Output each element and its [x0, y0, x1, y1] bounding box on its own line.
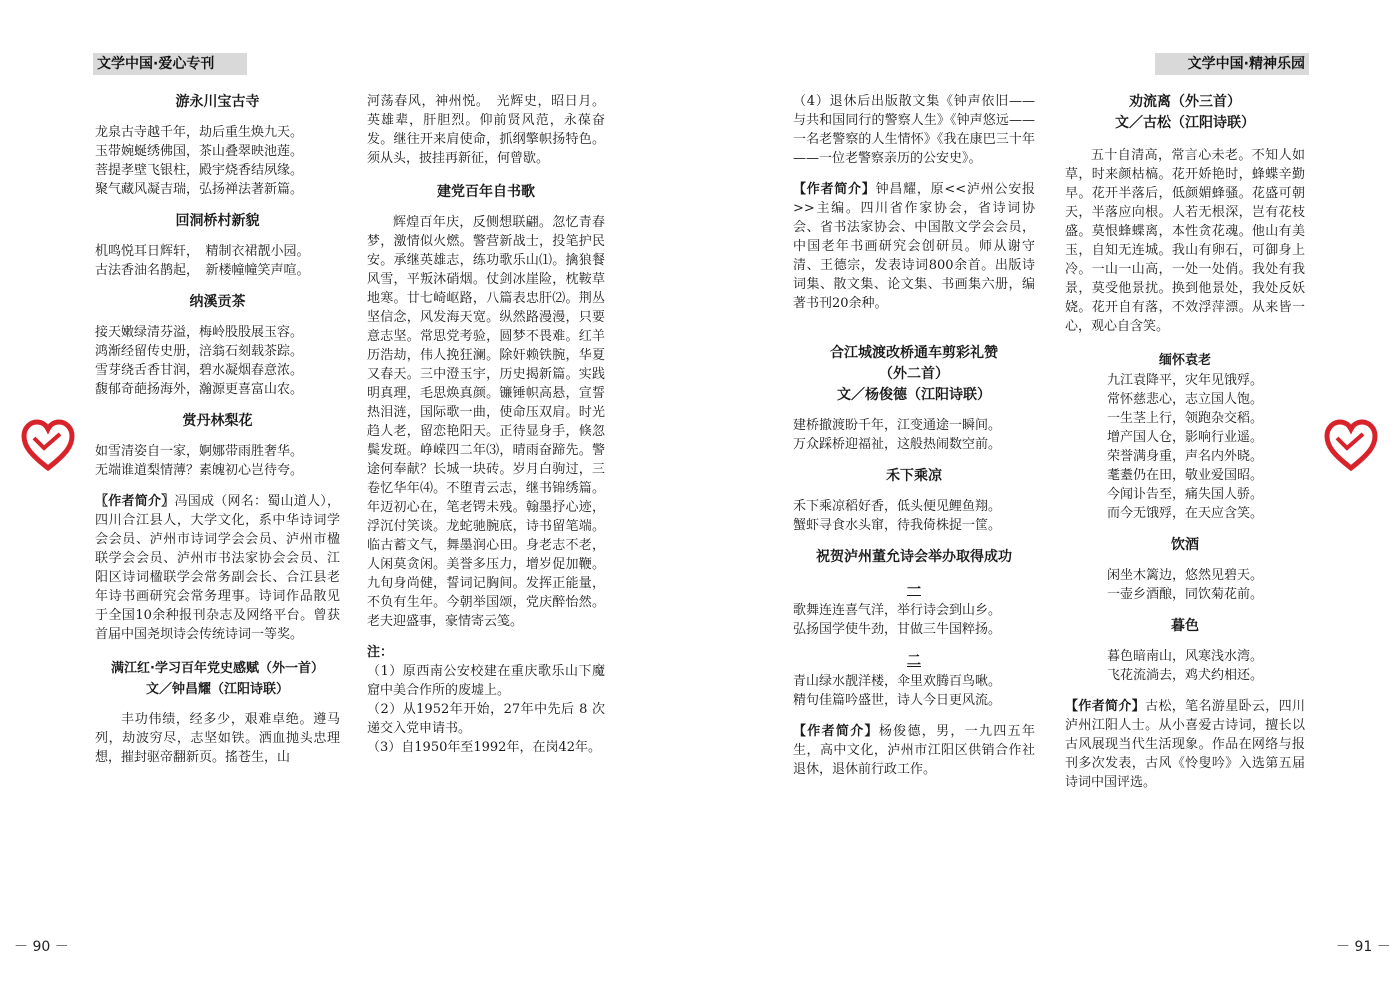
heart-right-icon [1323, 418, 1379, 472]
poem-title: 饮酒 [1171, 537, 1199, 553]
poem-subtitle: （外二首） [879, 366, 949, 382]
author-bio [793, 722, 1035, 779]
poem-line: 建桥撤渡盼千年，江变通途一瞬间。 [793, 418, 1002, 433]
author-bio [1065, 697, 1305, 792]
poem-line: 馥郁奇葩扬海外，瀚源更喜富山农。 [95, 382, 304, 397]
poem-line: 弘扬国学使牛劲，甘做三牛国粹扬。 [793, 622, 1002, 637]
poem-line: 暮色暗南山，风寒浅水湾。 [1106, 649, 1263, 664]
poem-text: 五十自清高，常言心未老。不知人如草，时来颜枯槁。花开娇艳时，蜂蝶辛勤早。花开半落后，低颜媚蜂骚。花盛可朝天，半落应向根。人若无根深，岂有花枝盛。莫恨蜂蝶离，本性贪花魂。他山有美玉，自知无连城。我山有卵石，可御身上冷。一山一山高，一处一处俏。我处有我景，莫受他景扰。换到他景处，我处反妖娆。花开自有落，不效浮萍漂。从来皆一心，观心自含笑。 [1065, 148, 1305, 334]
note: （3）自1950年至1992年，在岗42年。 [367, 740, 601, 755]
part-number: 一 [907, 582, 921, 598]
poem-title: 游永川宝古寺 [175, 94, 260, 110]
poem-line: 常怀慈悲心，志立国人饱。 [1106, 392, 1263, 407]
column-1 [95, 92, 340, 767]
poem-line: 机鸣悦耳日辉轩， 精制衣裙靓小园。 [95, 244, 310, 259]
poem-line: 一壶乡酒酿，同饮菊花前。 [1106, 587, 1263, 602]
bio-text: 杨俊德，男，一九四五年生，高中文化，泸州市江阳区供销合作社退休，退休前行政工作。 [793, 724, 1035, 777]
poem-line: 今闻讣告至，痛失国人骄。 [1106, 487, 1263, 502]
poem-line: 龙泉古寺越千年，劫后重生焕九天。 [95, 125, 304, 140]
poem-line: 歌舞连连喜气洋，举行诗会到山乡。 [793, 603, 1002, 618]
poem-line: 蟹虾寻食水头窜，待我倚株捉一筐。 [793, 518, 1002, 533]
poem-title: 赏丹林梨花 [182, 413, 253, 429]
part-number: 二 [907, 653, 921, 669]
poem-title: 回洞桥村新貌 [175, 213, 260, 229]
poem-line: 聚气藏风凝吉瑞，弘扬禅法著新篇。 [95, 182, 304, 197]
bio-tag: 〖作者简介〗 [95, 494, 175, 509]
column-3 [793, 92, 1035, 779]
author-bio [95, 492, 340, 644]
poem-text: 丰功伟绩，经多少，艰难卓绝。遵马列，劫波穷尽，志坚如铁。洒血抛头忠理想，摧封驱帝翻新页。搖苍生，山 [95, 712, 340, 765]
note: （4）退休后出版散文集《钟声依旧——与共和国同行的警察人生》《钟声悠远——一名老警察的人生情怀》《我在康巴三十年——一位老警察亲历的公安史》。 [793, 94, 1035, 166]
bio-text: 钟昌耀，原<<泸州公安报>>主编。四川省作家协会，省诗词协会、省书法家协会、中国散文学会会员，中国老年书画研究会创研员。师从谢守清、王德宗，发表诗词800余首。出版诗词集、散文集、论文集、书画集六册，编著书刊20余种。 [793, 182, 1035, 311]
poem-line: 雪芽绕舌香甘润，碧水凝烟春意浓。 [95, 363, 304, 378]
poem-line: 万众踩桥迎福祉，这般热闹数空前。 [793, 437, 1002, 452]
poem-line: 菩提孝壁飞银柱，殿宇烧香结夙缘。 [95, 163, 304, 178]
note: （1）原西南公安校建在重庆歌乐山下魔窟中美合作所的废墟上。 [367, 664, 605, 698]
page-number-right: － 91 － [1336, 939, 1391, 955]
bio-tag: 【作者简介】 [1065, 699, 1146, 714]
poem-line: 禾下乘凉稻好香，低头便见鲤鱼翔。 [793, 499, 1002, 514]
page-number-left: － 90 － [14, 939, 69, 955]
poem-line: 古法香油名鹊起， 新楼幢幢笑声喧。 [95, 263, 310, 278]
poem-title: 满江红·学习百年党史感赋（外一首） [111, 661, 324, 676]
poem-byline: 文／钟昌耀（江阳诗联） [145, 682, 289, 697]
poem-byline: 文／古松（江阳诗联） [1115, 115, 1255, 131]
bio-tag: 【作者简介】 [793, 182, 876, 197]
poem-title: 祝贺泸州董允诗会举办取得成功 [816, 549, 1012, 565]
bio-text: 冯国成（网名：蜀山道人），四川合江县人，大学文化，系中华诗词学会会员、泸州市诗词学会会员、泸州市楹联学会会员、泸州市书法家协会会员、江阳区诗词楹联学会常务副会长、合江县老年诗书画研究会常务理事。诗词作品散见于全国10余种报刊杂志及网络平台。曾获首届中国尧坝诗会传统诗词一等奖。 [95, 494, 340, 642]
column-2 [367, 92, 605, 757]
poem-line: 无端谁道梨情薄？素魄初心岂待夸。 [95, 463, 304, 478]
poem-title: 禾下乘凉 [886, 468, 942, 484]
poem-title: 暮色 [1171, 618, 1199, 634]
notes-title: 注： [367, 645, 394, 660]
poem-line: 如雪清姿自一家，婀娜带雨胜奢华。 [95, 444, 304, 459]
poem-line: 鸿渐经留传史册，涪翁石刻载茶踪。 [95, 344, 304, 359]
poem-line: 荣誉满身重，声名内外晓。 [1106, 449, 1263, 464]
bio-tag: 【作者简介】 [793, 724, 879, 739]
header-left: 文学中国·爱心专刊 [93, 53, 247, 75]
poem-line: 九江袁降平，灾年见饿殍。 [1106, 373, 1263, 388]
poem-title: 合江城渡改桥通车剪彩礼赞 [830, 345, 998, 361]
column-4 [1065, 92, 1305, 792]
bio-text: 古松，笔名游星卧云，四川泸州江阳人士。从小喜爱古诗词，擅长以古风展现当代生活现象。作品在网络与报刊多次发表，古风《怜叟吟》入选第五届诗词中国评选。 [1065, 699, 1305, 790]
note: （2）从1952年开始，27年中先后 8 次递交入党申请书。 [367, 702, 605, 736]
poem-title: 纳溪贡茶 [189, 294, 246, 310]
poem-line: 一生茎上行，领跑杂交稻。 [1106, 411, 1263, 426]
poem-line: 接天嫩绿清芬溢，梅岭股股展玉容。 [95, 325, 304, 340]
poem-line: 青山绿水靓洋楼，伞里欢腾百鸟啾。 [793, 674, 1002, 689]
poem-title: 缅怀袁老 [1158, 353, 1211, 368]
poem-line: 闲坐木篱边，悠然见碧天。 [1106, 568, 1263, 583]
poem-byline: 文／杨俊德（江阳诗联） [837, 387, 991, 403]
poem-line: 耄耋仍在田，敬业爱国昭。 [1106, 468, 1263, 483]
poem-line: 增产国人仓，影响行业遥。 [1106, 430, 1263, 445]
poem-title: 劝流离（外三首） [1129, 94, 1241, 110]
author-bio [793, 180, 1035, 313]
poem-text: 辉煌百年庆，反侧想联翩。忽忆青春梦，激情似火燃。警营新战士，投笔护民安。承继英雄志，练功歌乐山⑴。擒狼餐风雪，平叛沐硝烟。仗剑冰崖险，枕鞍草地寒。廿七崎岖路，八篇表忠肝⑵。荆丛坚信念，风发海天宽。纵然路漫漫，只要意志坚。常思党考验，圆梦不畏难。红羊历浩劫，伟人挽狂澜。除奸赖铁腕，华夏又春天。三中澄玉宇，历史揭新篇。实践明真理，毛思焕真颜。镰锤帜高悬，宣誓热泪涟，国际歌一曲，使命压双肩。时光趋人老，留恋艳阳天。正待显身手，倏忽鬓发斑。峥嵘四二年⑶，晴雨奋蹄先。警途何奉献？长城一块砖。岁月白驹过，三卷忆华年⑷。不堕青云志，继书锦绣篇。年迈初心在，笔老锷未残。翰墨抒心迹，浮沉付笑谈。龙蛇驰腕底，诗书留笔端。临古蓄文气，舞墨润心田。身老志不老，人闲莫贪闲。美誉多压力，增岁促加鞭。九旬身尚健，誓词记胸间。发挥正能量，不负有生年。今朝举国颂，党庆醉怡然。老夫迎盛事，豪情寄云笺。 [367, 215, 605, 629]
poem-line: 飞花流淌去，鸡犬约相还。 [1106, 668, 1263, 683]
poem-title: 建党百年自书歌 [437, 184, 535, 200]
header-right: 文学中国·精神乐园 [1155, 53, 1309, 75]
poem-line: 而今无饿殍，在天应含笑。 [1106, 506, 1263, 521]
poem-line: 精句佳篇吟盛世，诗人今日更风流。 [793, 693, 1002, 708]
poem-text: 河荡春风，神州悦。 光辉史，昭日月。英雄辈，肝胆烈。仰前贤风范，永葆奋发。继往开来肩使命，抓纲擎帜扬特色。须从头，披挂再新征，何曾歇。 [367, 94, 605, 166]
heart-left-icon [20, 418, 76, 472]
poem-line: 玉带婉蜒绣佛国，茶山叠翠映池莲。 [95, 144, 304, 159]
